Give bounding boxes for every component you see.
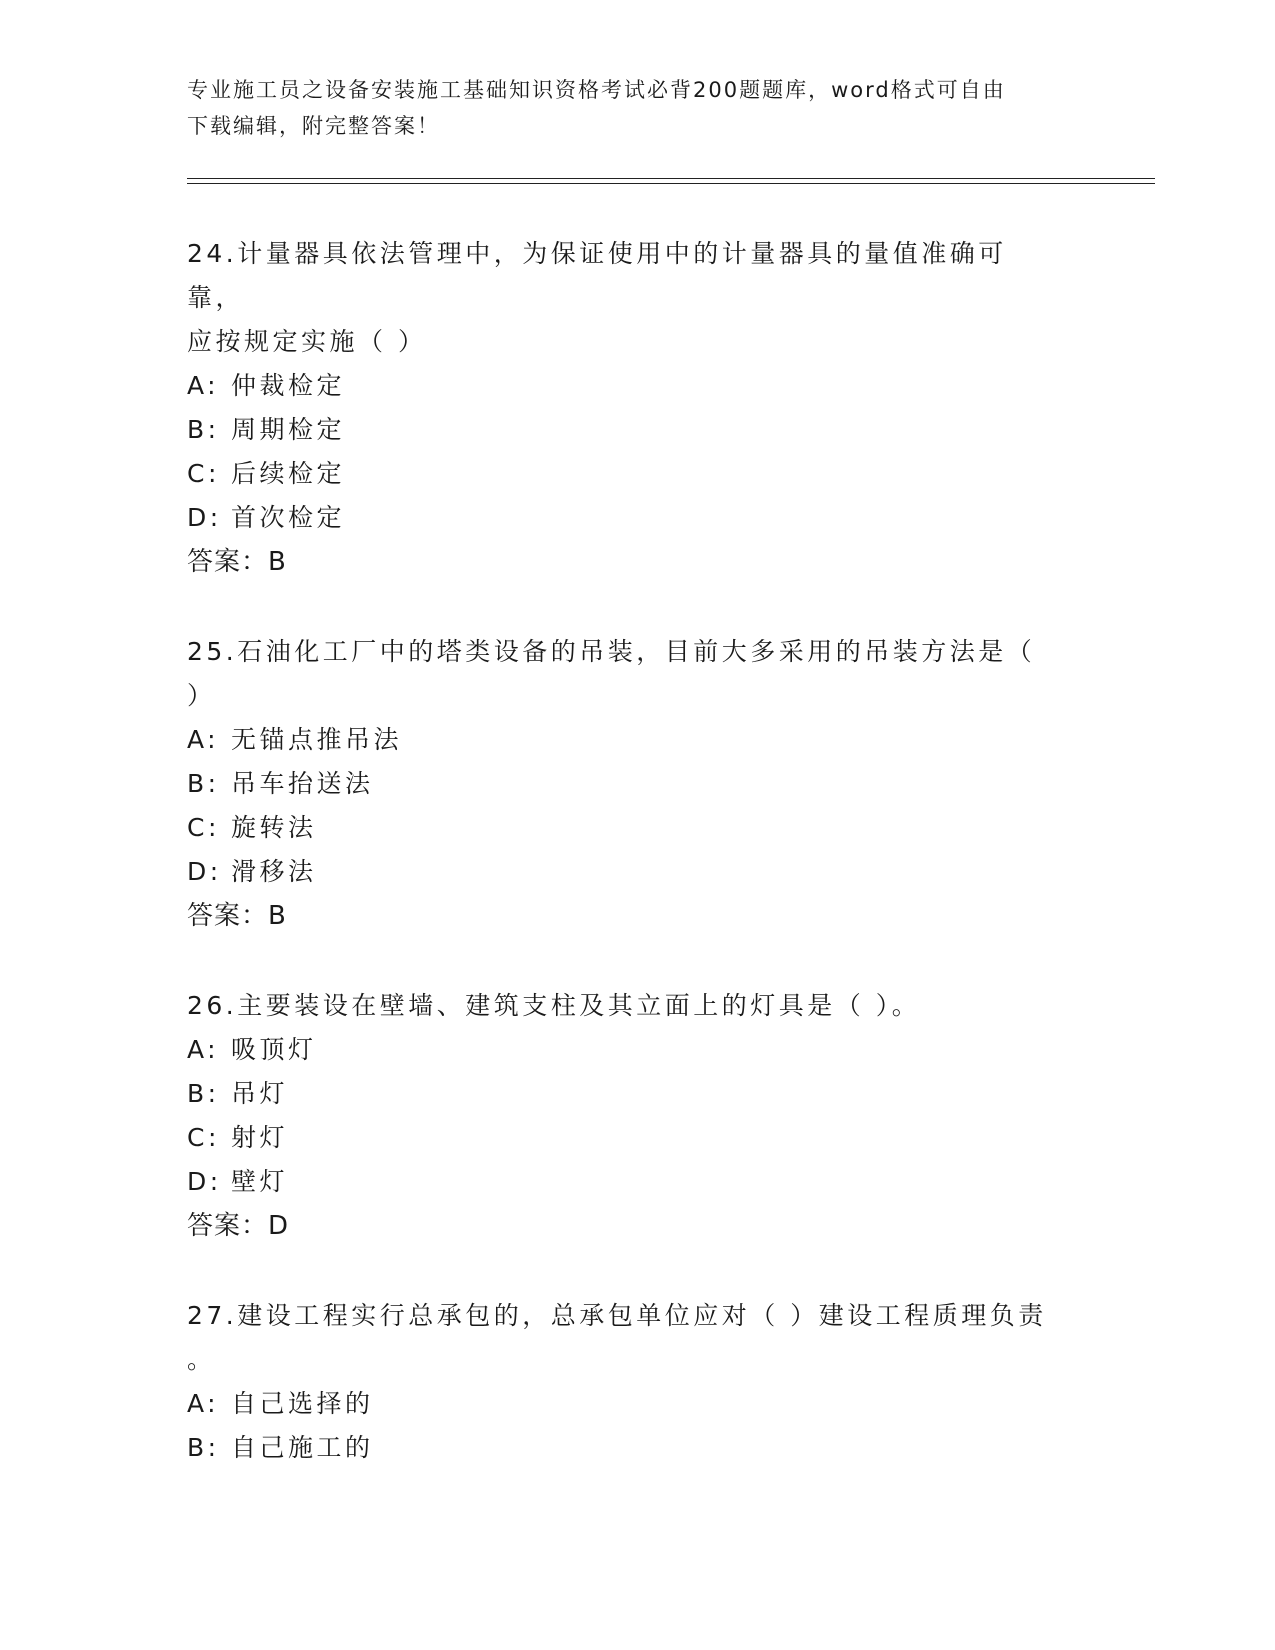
option-letter: C:	[187, 459, 220, 488]
question-text-line-2: 应按规定实施（ ）	[187, 327, 427, 356]
question-27	[187, 1294, 1077, 1470]
question-text-line-1: 建设工程实行总承包的，总承包单位应对（ ）建设工程质理负责	[237, 1301, 1047, 1330]
question-number: 27.	[187, 1301, 238, 1330]
option-text: 自己施工的	[231, 1433, 374, 1462]
option-b	[187, 1072, 1077, 1116]
option-letter: A:	[187, 725, 220, 754]
option-text: 吸顶灯	[231, 1035, 317, 1064]
question-text-line-2: ）	[187, 681, 216, 710]
option-text: 后续检定	[231, 459, 346, 488]
option-c	[187, 806, 1077, 850]
option-c	[187, 452, 1077, 496]
option-a	[187, 364, 1077, 408]
answer: 答案：B	[187, 547, 287, 577]
header-line-1: 专业施工员之设备安装施工基础知识资格考试必背200题题库，word格式可自由	[187, 78, 1006, 102]
question-text	[187, 630, 1057, 718]
option-letter: B:	[187, 415, 220, 444]
option-letter: B:	[187, 1433, 220, 1462]
header-divider-bottom	[187, 183, 1155, 184]
option-text: 仲裁检定	[231, 371, 346, 400]
option-a	[187, 1028, 1077, 1072]
option-b	[187, 408, 1077, 452]
question-number: 25.	[187, 637, 238, 666]
option-letter: D:	[187, 857, 222, 886]
option-letter: A:	[187, 1389, 220, 1418]
question-text	[187, 1294, 1057, 1382]
option-a	[187, 718, 1077, 762]
option-text: 无锚点推吊法	[231, 725, 403, 754]
option-letter: A:	[187, 371, 220, 400]
option-letter: C:	[187, 813, 220, 842]
question-number: 24.	[187, 239, 238, 268]
option-letter: A:	[187, 1035, 220, 1064]
option-a	[187, 1382, 1077, 1426]
question-number: 26.	[187, 991, 238, 1020]
option-text: 吊灯	[231, 1079, 289, 1108]
option-text: 首次检定	[231, 503, 346, 532]
question-text-line-1: 计量器具依法管理中，为保证使用中的计量器具的量值准确可靠，	[187, 239, 1007, 312]
option-b	[187, 1426, 1077, 1470]
header-line-2: 下载编辑，附完整答案！	[187, 114, 440, 138]
question-text	[187, 232, 1057, 364]
answer: 答案：D	[187, 1211, 290, 1241]
option-letter: C:	[187, 1123, 220, 1152]
option-text: 周期检定	[231, 415, 346, 444]
header-divider-top	[187, 178, 1155, 179]
option-text: 滑移法	[231, 857, 317, 886]
option-d	[187, 850, 1077, 894]
option-b	[187, 762, 1077, 806]
question-26	[187, 984, 1077, 1248]
question-text	[187, 984, 1057, 1028]
option-d	[187, 1160, 1077, 1204]
question-text-line-2: 。	[187, 1345, 216, 1374]
document-header	[187, 72, 1067, 144]
answer: 答案：B	[187, 901, 287, 931]
question-24	[187, 232, 1077, 584]
question-text-line-1: 石油化工厂中的塔类设备的吊装，目前大多采用的吊装方法是（	[237, 637, 1036, 666]
question-list	[187, 232, 1077, 1516]
option-text: 旋转法	[231, 813, 317, 842]
option-text: 射灯	[231, 1123, 289, 1152]
option-letter: B:	[187, 1079, 220, 1108]
option-c	[187, 1116, 1077, 1160]
question-text-line-1: 主要装设在壁墙、建筑支柱及其立面上的灯具是（ ）。	[237, 991, 921, 1020]
question-25	[187, 630, 1077, 938]
option-d	[187, 496, 1077, 540]
option-text: 壁灯	[231, 1167, 289, 1196]
option-letter: B:	[187, 769, 220, 798]
option-text: 吊车抬送法	[231, 769, 374, 798]
option-letter: D:	[187, 1167, 222, 1196]
option-letter: D:	[187, 503, 222, 532]
option-text: 自己选择的	[231, 1389, 374, 1418]
